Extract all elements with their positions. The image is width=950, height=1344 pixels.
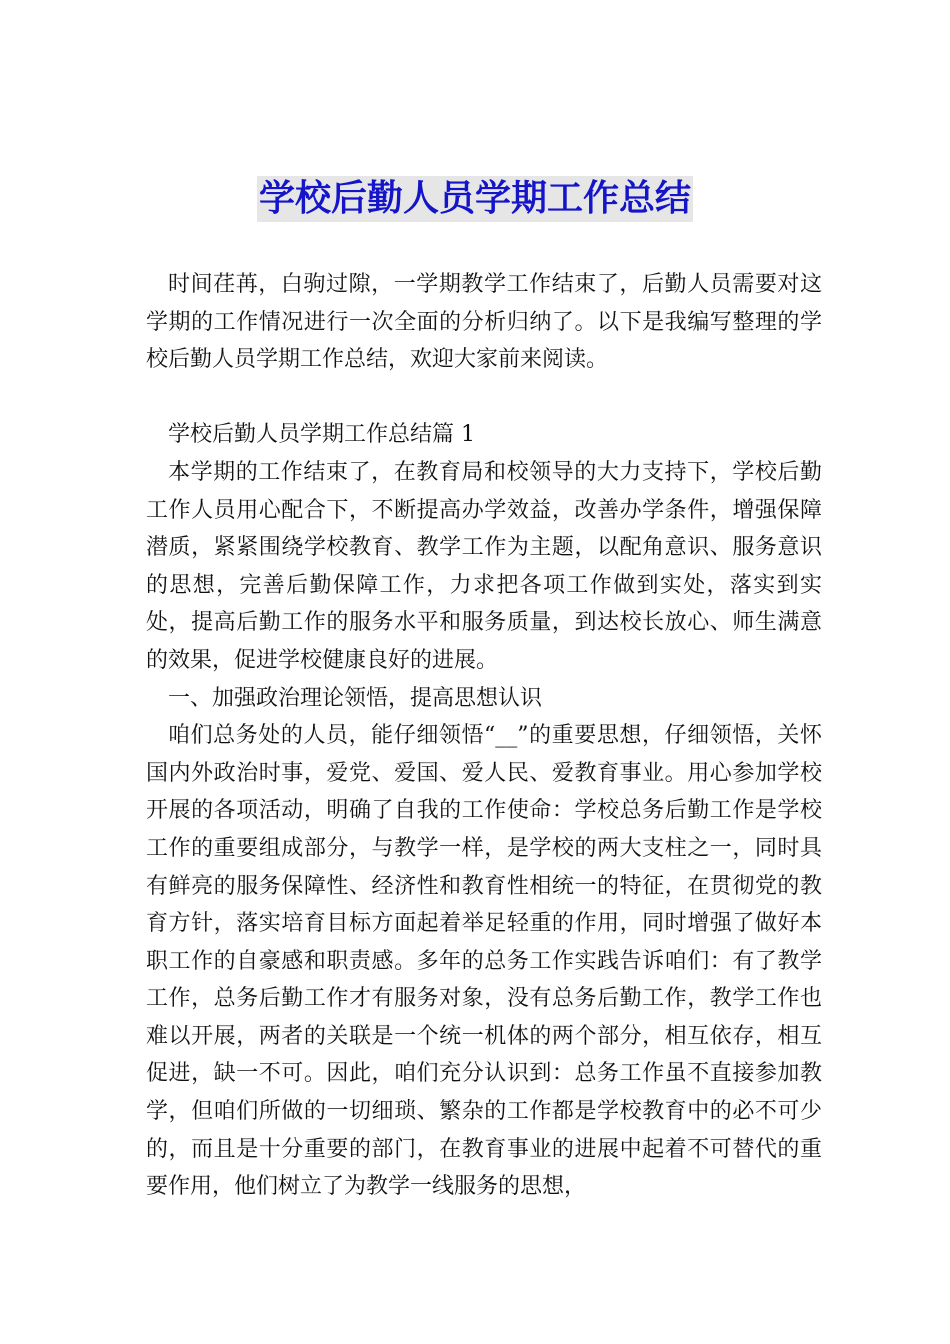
document-title: 学校后勤人员学期工作总结	[257, 176, 693, 222]
title-container	[0, 176, 950, 222]
paragraph-1: 本学期的工作结束了，在教育局和校领导的大力支持下，学校后勤工作人员用心配合下，不断提高办学效益，改善办学条件，增强保障潜质，紧紧围绕学校教育、教学工作为主题，以配角意识、服务意识的思想，完善后勤保障工作，力求把各项工作做到实处，落实到实处，提高后勤工作的服务水平和服务质量，到达校长放心、师生满意的效果，促进学校健康良好的进展。	[146, 459, 822, 673]
paragraph-2: 咱们总务处的人员，能仔细领悟“__”的重要思想，仔细领悟，关怀国内外政治时事，爱党、爱国、爱人民、爱教育事业。用心参加学校开展的各项活动，明确了自我的工作使命：学校总务后勤工作是学校工作的重要组成部分，与教学一样，是学校的两大支柱之一，同时具有鲜亮的服务保障性、经济性和教育性相统一的特征，在贯彻党的教育方针，落实培育目标方面起着举足轻重的作用，同时增强了做好本职工作的自豪感和职责感。多年的总务工作实践告诉咱们：有了教学工作，总务后勤工作才有服务对象，没有总务后勤工作，教学工作也难以开展，两者的关联是一个统一机体的两个部分，相互依存，相互促进，缺一不可。因此，咱们充分认识到：总务工作虽不直接参加教学，但咱们所做的一切细琐、繁杂的工作都是学校教育中的必不可少的，而且是十分重要的部门，在教育事业的进展中起着不可替代的重要作用，他们树立了为教学一线服务的思想，	[146, 723, 822, 1200]
paragraph-spacer	[146, 379, 822, 417]
intro-paragraph: 时间荏苒，白驹过隙，一学期教学工作结束了，后勤人员需要对这学期的工作情况进行一次全面的分析归纳了。以下是我编写整理的学校后勤人员学期工作总结，欢迎大家前来阅读。	[146, 272, 822, 373]
section-title: 学校后勤人员学期工作总结篇 1	[168, 422, 475, 448]
heading-1: 一、加强政治理论领悟，提高思想认识	[168, 685, 543, 711]
document-body	[146, 266, 822, 1206]
